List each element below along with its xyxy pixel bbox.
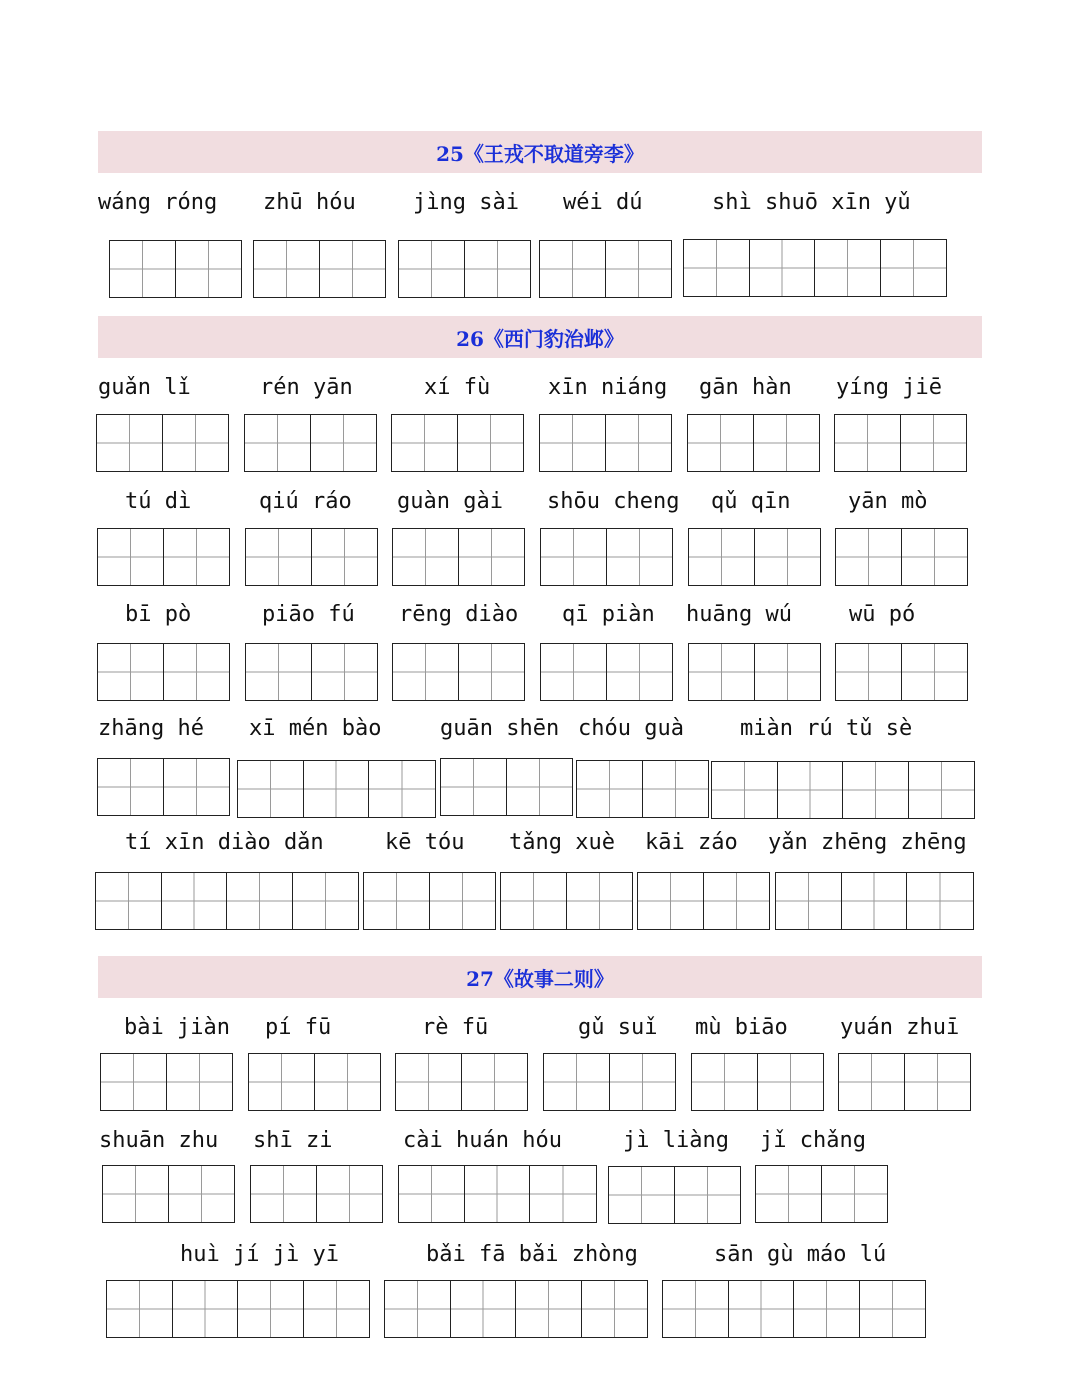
tianzige-grid[interactable] [398, 1165, 597, 1223]
tianzige-grid[interactable] [97, 528, 230, 586]
pinyin-label: xīn niáng [548, 375, 668, 400]
tianzige-grid[interactable] [391, 414, 524, 472]
pinyin-label: huāng wú [686, 602, 792, 627]
tianzige-grid[interactable] [539, 240, 672, 298]
pinyin-label: cài huán hóu [403, 1128, 562, 1153]
writing-cell[interactable] [567, 873, 633, 929]
pinyin-label: xí fù [424, 375, 491, 400]
pinyin-label: huì jí jì yī [180, 1242, 339, 1267]
tianzige-grid[interactable] [106, 1280, 370, 1338]
writing-cell[interactable] [541, 644, 607, 700]
writing-cell[interactable] [162, 873, 228, 929]
writing-cell[interactable] [675, 1167, 741, 1223]
tianzige-grid[interactable] [384, 1280, 648, 1338]
tianzige-grid[interactable] [109, 240, 242, 298]
writing-cell[interactable] [399, 241, 465, 297]
tianzige-grid[interactable] [245, 528, 378, 586]
writing-cell[interactable] [110, 241, 176, 297]
pinyin-label: bǎi fā bǎi zhòng [426, 1242, 638, 1267]
writing-cell[interactable] [430, 873, 496, 929]
pinyin-label: wéi dú [563, 190, 643, 215]
writing-cell[interactable] [663, 1281, 729, 1337]
pinyin-label: bài jiàn [124, 1015, 230, 1040]
writing-cell[interactable] [246, 529, 312, 585]
writing-cell[interactable] [98, 529, 164, 585]
writing-cell[interactable] [815, 240, 881, 296]
tianzige-grid[interactable] [683, 239, 947, 297]
writing-cell[interactable] [901, 415, 967, 471]
pinyin-label: yuán zhuī [840, 1015, 960, 1040]
writing-cell[interactable] [98, 644, 164, 700]
tianzige-grid[interactable] [688, 643, 821, 701]
writing-cell[interactable] [238, 1281, 304, 1337]
writing-cell[interactable] [507, 759, 573, 815]
section-title-27: 27《故事二则》 [98, 956, 982, 998]
writing-cell[interactable] [304, 761, 370, 817]
pinyin-label: chóu guà [578, 716, 684, 741]
tianzige-grid[interactable] [576, 760, 709, 818]
writing-cell[interactable] [905, 1054, 971, 1110]
writing-cell[interactable] [610, 1054, 676, 1110]
writing-cell[interactable] [176, 241, 242, 297]
tianzige-grid[interactable] [688, 528, 821, 586]
writing-cell[interactable] [907, 873, 973, 929]
writing-cell[interactable] [582, 1281, 648, 1337]
writing-cell[interactable] [909, 762, 975, 818]
tianzige-grid[interactable] [392, 643, 525, 701]
tianzige-grid[interactable] [687, 414, 820, 472]
pinyin-label: guǎn lǐ [98, 375, 191, 400]
writing-cell[interactable] [729, 1281, 795, 1337]
pinyin-label: yíng jiē [836, 375, 942, 400]
writing-cell[interactable] [393, 529, 459, 585]
pinyin-label: sān gù máo lú [714, 1242, 887, 1267]
writing-cell[interactable] [606, 415, 672, 471]
writing-cell[interactable] [541, 529, 607, 585]
writing-cell[interactable] [462, 1054, 528, 1110]
writing-cell[interactable] [607, 644, 673, 700]
pinyin-label: shī zi [253, 1128, 333, 1153]
writing-cell[interactable] [835, 415, 901, 471]
writing-cell[interactable] [755, 529, 821, 585]
pinyin-label: shōu cheng [547, 489, 680, 514]
writing-cell[interactable] [396, 1054, 462, 1110]
tianzige-grid[interactable] [363, 872, 496, 930]
pinyin-label: zhū hóu [263, 190, 356, 215]
writing-cell[interactable] [756, 1166, 822, 1222]
writing-cell[interactable] [607, 529, 673, 585]
tianzige-grid[interactable] [838, 1053, 971, 1111]
pinyin-label: yān mò [848, 489, 928, 514]
writing-cell[interactable] [293, 873, 359, 929]
pinyin-label: wáng róng [98, 190, 218, 215]
tianzige-grid[interactable] [248, 1053, 381, 1111]
tianzige-grid[interactable] [835, 643, 968, 701]
writing-cell[interactable] [704, 873, 770, 929]
pinyin-label: tí xīn diào dǎn [125, 830, 324, 855]
writing-cell[interactable] [758, 1054, 824, 1110]
pinyin-label: pí fū [265, 1015, 332, 1040]
pinyin-label: qī piàn [562, 602, 655, 627]
pinyin-label: xī mén bào [249, 716, 382, 741]
writing-cell[interactable] [393, 644, 459, 700]
pinyin-label: rēng diào [399, 602, 519, 627]
section-title-25: 25《王戎不取道旁李》 [98, 131, 982, 173]
tianzige-grid[interactable] [395, 1053, 528, 1111]
writing-cell[interactable] [399, 1166, 465, 1222]
tianzige-grid[interactable] [608, 1166, 741, 1224]
writing-cell[interactable] [836, 529, 902, 585]
writing-cell[interactable] [692, 1054, 758, 1110]
writing-cell[interactable] [712, 762, 778, 818]
tianzige-grid[interactable] [95, 872, 359, 930]
pinyin-label: gǔ suǐ [578, 1015, 658, 1040]
tianzige-grid[interactable] [102, 1165, 235, 1223]
writing-cell[interactable] [369, 761, 435, 817]
pinyin-label: tú dì [125, 489, 192, 514]
pinyin-label: rè fū [422, 1015, 489, 1040]
writing-cell[interactable] [459, 529, 525, 585]
writing-cell[interactable] [459, 644, 525, 700]
writing-cell[interactable] [643, 761, 709, 817]
tianzige-grid[interactable] [253, 240, 386, 298]
writing-cell[interactable] [881, 240, 947, 296]
writing-cell[interactable] [836, 644, 902, 700]
writing-cell[interactable] [638, 873, 704, 929]
writing-cell[interactable] [606, 241, 672, 297]
writing-cell[interactable] [164, 644, 230, 700]
pinyin-label: miàn rú tǔ sè [740, 716, 913, 741]
writing-cell[interactable] [755, 644, 821, 700]
tianzige-grid[interactable] [96, 414, 229, 472]
tianzige-grid[interactable] [440, 758, 573, 816]
tianzige-grid[interactable] [392, 528, 525, 586]
writing-cell[interactable] [227, 873, 293, 929]
writing-cell[interactable] [822, 1166, 888, 1222]
tianzige-grid[interactable] [711, 761, 975, 819]
writing-cell[interactable] [97, 415, 163, 471]
tianzige-grid[interactable] [835, 528, 968, 586]
tianzige-grid[interactable] [97, 758, 230, 816]
pinyin-label: gān hàn [699, 375, 792, 400]
writing-cell[interactable] [776, 873, 842, 929]
writing-cell[interactable] [245, 415, 311, 471]
writing-cell[interactable] [163, 415, 229, 471]
writing-cell[interactable] [317, 1166, 383, 1222]
tianzige-grid[interactable] [662, 1280, 926, 1338]
writing-cell[interactable] [392, 415, 458, 471]
writing-cell[interactable] [169, 1166, 235, 1222]
writing-cell[interactable] [451, 1281, 517, 1337]
section-title-26: 26《西门豹治邺》 [98, 316, 982, 358]
tianzige-grid[interactable] [637, 872, 770, 930]
pinyin-label: rén yān [260, 375, 353, 400]
writing-cell[interactable] [103, 1166, 169, 1222]
writing-cell[interactable] [688, 415, 754, 471]
pinyin-label: piāo fú [262, 602, 355, 627]
tianzige-grid[interactable] [250, 1165, 383, 1223]
writing-cell[interactable] [304, 1281, 370, 1337]
writing-cell[interactable] [689, 644, 755, 700]
writing-cell[interactable] [609, 1167, 675, 1223]
tianzige-grid[interactable] [500, 872, 633, 930]
writing-cell[interactable] [750, 240, 816, 296]
writing-cell[interactable] [385, 1281, 451, 1337]
writing-cell[interactable] [902, 644, 968, 700]
writing-cell[interactable] [320, 241, 386, 297]
writing-cell[interactable] [254, 241, 320, 297]
writing-cell[interactable] [577, 761, 643, 817]
pinyin-label: qǔ qīn [711, 489, 791, 514]
pinyin-label: guàn gài [397, 489, 503, 514]
writing-cell[interactable] [544, 1054, 610, 1110]
tianzige-grid[interactable] [244, 414, 377, 472]
writing-cell[interactable] [315, 1054, 381, 1110]
writing-cell[interactable] [754, 415, 820, 471]
pinyin-label: jǐ chǎng [760, 1128, 866, 1153]
pinyin-label: jì liàng [623, 1128, 729, 1153]
writing-cell[interactable] [458, 415, 524, 471]
tianzige-grid[interactable] [237, 760, 436, 818]
tianzige-grid[interactable] [539, 414, 672, 472]
pinyin-label: wū pó [849, 602, 916, 627]
pinyin-label: bī pò [125, 602, 192, 627]
writing-cell[interactable] [516, 1281, 582, 1337]
writing-cell[interactable] [842, 873, 908, 929]
tianzige-grid[interactable] [540, 528, 673, 586]
writing-cell[interactable] [839, 1054, 905, 1110]
writing-cell[interactable] [540, 241, 606, 297]
writing-cell[interactable] [364, 873, 430, 929]
writing-cell[interactable] [164, 529, 230, 585]
writing-cell[interactable] [107, 1281, 173, 1337]
writing-cell[interactable] [530, 1166, 596, 1222]
pinyin-label: jìng sài [413, 190, 519, 215]
tianzige-grid[interactable] [755, 1165, 888, 1223]
writing-cell[interactable] [249, 1054, 315, 1110]
writing-cell[interactable] [860, 1281, 926, 1337]
writing-cell[interactable] [96, 873, 162, 929]
pinyin-label: qiú ráo [259, 489, 352, 514]
writing-cell[interactable] [794, 1281, 860, 1337]
writing-cell[interactable] [540, 415, 606, 471]
tianzige-grid[interactable] [691, 1053, 824, 1111]
pinyin-label: mù biāo [695, 1015, 788, 1040]
tianzige-grid[interactable] [100, 1053, 233, 1111]
pinyin-label: zhāng hé [98, 716, 204, 741]
tianzige-grid[interactable] [834, 414, 967, 472]
pinyin-label: kāi záo [645, 830, 738, 855]
writing-cell[interactable] [684, 240, 750, 296]
pinyin-label: shì shuō xīn yǔ [712, 190, 911, 215]
tianzige-grid[interactable] [540, 643, 673, 701]
writing-cell[interactable] [441, 759, 507, 815]
writing-cell[interactable] [101, 1054, 167, 1110]
pinyin-label: tǎng xuè [509, 830, 615, 855]
writing-cell[interactable] [98, 759, 164, 815]
writing-cell[interactable] [501, 873, 567, 929]
writing-cell[interactable] [689, 529, 755, 585]
writing-cell[interactable] [465, 1166, 531, 1222]
pinyin-label: yǎn zhēng zhēng [768, 830, 967, 855]
pinyin-label: shuān zhu [99, 1128, 219, 1153]
pinyin-label: guān shēn [440, 716, 560, 741]
writing-cell[interactable] [167, 1054, 233, 1110]
writing-cell[interactable] [238, 761, 304, 817]
writing-cell[interactable] [778, 762, 844, 818]
tianzige-grid[interactable] [245, 643, 378, 701]
writing-cell[interactable] [312, 644, 378, 700]
writing-cell[interactable] [164, 759, 230, 815]
writing-cell[interactable] [251, 1166, 317, 1222]
tianzige-grid[interactable] [97, 643, 230, 701]
tianzige-grid[interactable] [543, 1053, 676, 1111]
writing-cell[interactable] [465, 241, 531, 297]
writing-cell[interactable] [173, 1281, 239, 1337]
writing-cell[interactable] [312, 529, 378, 585]
writing-cell[interactable] [246, 644, 312, 700]
writing-cell[interactable] [843, 762, 909, 818]
writing-cell[interactable] [902, 529, 968, 585]
writing-cell[interactable] [311, 415, 377, 471]
pinyin-label: kē tóu [385, 830, 465, 855]
tianzige-grid[interactable] [775, 872, 974, 930]
tianzige-grid[interactable] [398, 240, 531, 298]
